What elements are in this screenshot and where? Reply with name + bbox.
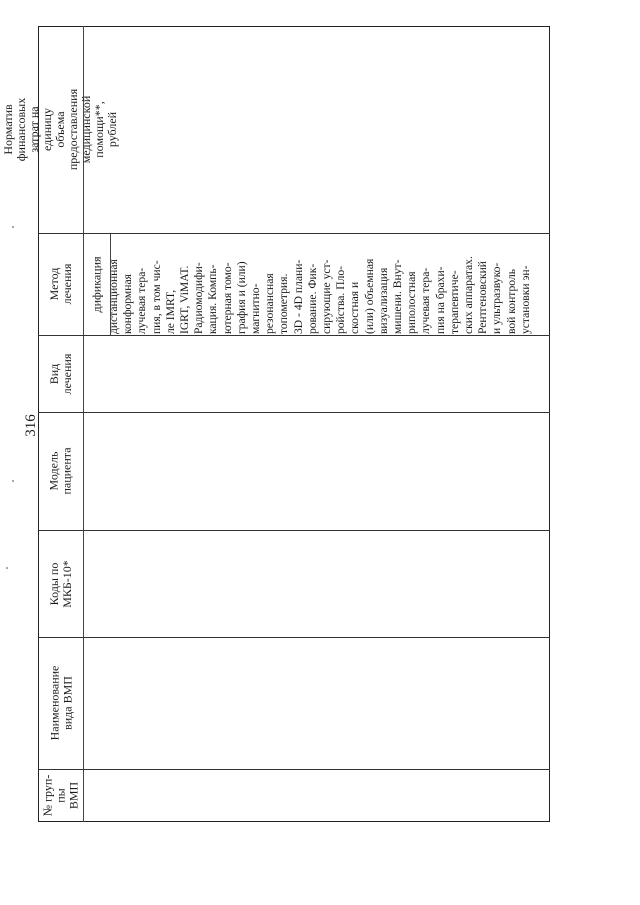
- header-treatment-type: Вид лечения: [47, 353, 74, 394]
- header-patient-model: Модель пациента: [47, 447, 74, 495]
- row-divider: [38, 530, 550, 531]
- method-continuation-text: дистанционная конформная лучевая тера- пия, в том чис- ле IMRT, IGRT, ViMAT. Радиомодифи- кация. Компь- ютерная томо- графия и (или) магнитно- резонансная топометрия. 3D - 4D плани- рование. Фик- сирующие уст- ройства. Пло- скостная и (или) объемная визуализация мишени. Внут- риполостная лучевая тера- пия на брахи- терапевтиче- ских аппаратах. Рентгеновский и ультразвуко- вой контроль установки эн-: [106, 256, 532, 334]
- scan-speck: [6, 567, 8, 569]
- row-divider: [38, 637, 550, 638]
- header-icd-codes: Коды по МКБ-10*: [47, 559, 74, 608]
- row-divider: [38, 769, 550, 770]
- scan-speck: [12, 480, 14, 482]
- scan-speck: [12, 226, 14, 228]
- row-divider: [38, 412, 550, 413]
- page-number: 316: [22, 413, 39, 437]
- header-group-no: № груп- пы ВМП: [40, 774, 81, 817]
- method-first-line: дификация: [89, 255, 104, 313]
- row-divider: [38, 335, 550, 336]
- header-cost-standard: Норматив финансовых затрат на единицу объема предоставления медицинской помощи**, рублей: [1, 88, 120, 171]
- header-vmp-type: Наименование вида ВМП: [47, 665, 75, 741]
- header-treatment-method: Метод лечения: [47, 263, 74, 305]
